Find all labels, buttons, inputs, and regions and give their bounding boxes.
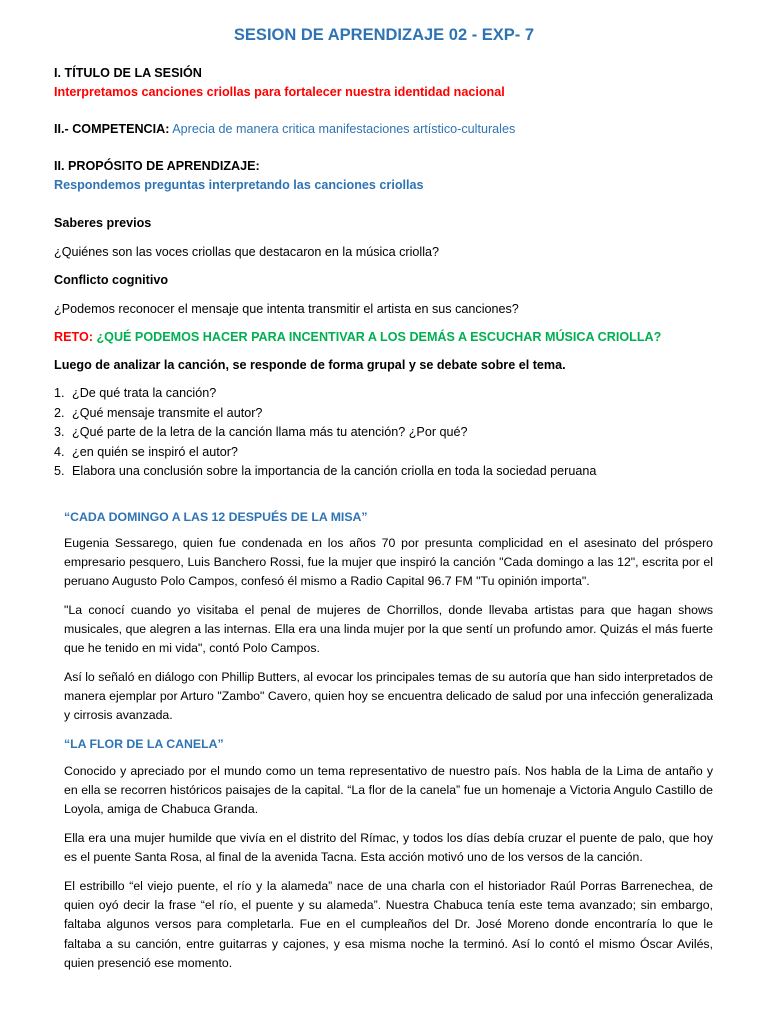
competencia-text: Aprecia de manera critica manifestaciones artístico-culturales <box>172 122 516 136</box>
song1-paragraph-2: "La conocí cuando yo visitaba el penal de mujeres de Chorrillos, donde llevaba artistas para que hagan shows musicales, que alegren a las internas. Ella era una linda mujer por la que sentí un profundo amor. Quizás el más fuerte que he tenido en mi vida", contó Polo Campos. <box>64 603 713 656</box>
questions-list <box>54 384 596 482</box>
list-item: 1. ¿De qué trata la canción? <box>54 386 217 400</box>
reto-line <box>54 330 661 344</box>
song2-paragraph-3: El estribillo “el viejo puente, el río y la alameda” nace de una charla con el historiador Raúl Porras Barrenechea, de quien oyó decir la frase “el río, el puente y su alameda”. Nuestra Chabuca tenía este tema avanzado; sin embargo, faltaba algunos versos para completarla. Fue en el cumpleaños del Dr. José Moreno donde encontraría lo que le faltaba a su canción, entre guitarras y cajones, y esa misma noche la terminó. Así lo contó el mismo Óscar Avilés, quien presenció ese momento. <box>64 879 713 970</box>
song1-title: “CADA DOMINGO A LAS 12 DESPUÉS DE LA MISA” <box>64 510 368 524</box>
song2-paragraph-2: Ella era una mujer humilde que vivía en el distrito del Rímac, y todos los días debía cruzar el puente de palo, que hoy es el puente Santa Rosa, al final de la avenida Tacna. Esta acción motivó uno de los versos de la canción. <box>64 831 713 865</box>
competencia-line <box>54 122 515 136</box>
list-item: 3. ¿Qué parte de la letra de la canción llama más tu atención? ¿Por qué? <box>54 425 468 440</box>
conflicto-heading: Conflicto cognitivo <box>54 273 169 287</box>
proposito-heading: II. PROPÓSITO DE APRENDIZAJE: <box>54 159 260 173</box>
session-title-text: Interpretamos canciones criollas para fortalecer nuestra identidad nacional <box>54 85 505 99</box>
reto-label: RETO: <box>54 330 93 344</box>
page-title: SESION DE APRENDIZAJE 02 - EXP- 7 <box>233 26 535 44</box>
song1-paragraph-3: Así lo señaló en diálogo con Phillip Butters, al evocar los principales temas de su autoría que han sido interpretados de manera ejemplar por Arturo "Zambo" Cavero, quien hoy se encuentra delicado de salud por una infección generalizada y cirrosis avanzada. <box>64 670 713 723</box>
competencia-label: II.- COMPETENCIA: <box>54 122 170 136</box>
song1-paragraph-1: Eugenia Sessarego, quien fue condenada en los años 70 por presunta complicidad en el asesinato del próspero empresario pesquero, Luis Banchero Rossi, fue la mujer que inspiró la canción "Cada domingo a las 12", escrita por el peruano Augusto Polo Campos, confesó él mismo a Radio Capital 96.7 FM "Tu opinión importa". <box>64 536 713 589</box>
session-title-heading: I. TÍTULO DE LA SESIÓN <box>54 66 202 80</box>
proposito-text: Respondemos preguntas interpretando las canciones criollas <box>54 178 424 192</box>
list-item: 4. ¿en quién se inspiró el autor? <box>54 444 238 459</box>
saberes-text: ¿Quiénes son las voces criollas que destacaron en la música criolla? <box>54 245 440 259</box>
list-item: 2. ¿Qué mensaje transmite el autor? <box>54 405 263 420</box>
song2-title: “LA FLOR DE LA CANELA” <box>64 737 224 751</box>
song2-paragraph-1: Conocido y apreciado por el mundo como un tema representativo de nuestro país. Nos habla de la Lima de antaño y en ella se recorren históricos paisajes de la capital. “La flor de la canela” fue un homenaje a Victoria Angulo Castillo de Loyola, amiga de Chabuca Granda. <box>64 764 713 817</box>
saberes-heading: Saberes previos <box>54 216 152 230</box>
instruction-text: Luego de analizar la canción, se responde de forma grupal y se debate sobre el tema. <box>54 358 566 372</box>
reto-text: ¿QUÉ PODEMOS HACER PARA INCENTIVAR A LOS DEMÁS A ESCUCHAR MÚSICA CRIOLLA? <box>96 330 662 344</box>
list-item: 5. Elabora una conclusión sobre la importancia de la canción criolla en toda la sociedad peruana <box>54 464 597 479</box>
conflicto-text: ¿Podemos reconocer el mensaje que intenta transmitir el artista en sus canciones? <box>54 302 519 316</box>
